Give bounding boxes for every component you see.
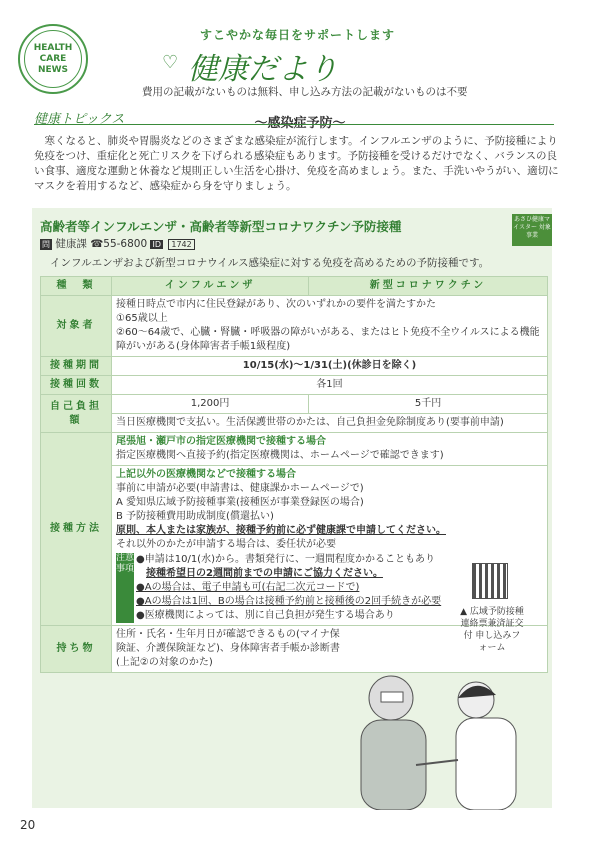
id-value: 1742: [168, 239, 194, 250]
topics-label: 健康トピックス: [34, 112, 125, 127]
fee-note: 費用の記載がないものは無料、申し込み方法の記載がないものは不要: [142, 86, 468, 98]
method-2: 上記以外の医療機関などで接種する場合 事前に申請が必要(申請書は、健康課かホームページで) A 愛知県広域予防接種事業(接種医が事業登録医の場合) B 予防接種費用助成制度(償還払い) 原則、本人または家族が、接種予約前に必ず健康課で申請してください。 それ以外のかたが申請する場合は、委任状が必要 注意事項 ●申請は10/1(水)から。書類発行に、一週間程度かかることもあり 接種希望日の2週間前までの申請にご協力ください。 ●Aの場合は、電子申請も可(右記二次元コードで) ●Aの場合は1回、Bの場合は接種予約前と接種後の2回手続きが必要 ●医療機関によっては、別に自己負担が発生する場合あり: [112, 466, 548, 626]
table-row: [41, 466, 548, 626]
method-1: 尾張旭・瀬戸市の指定医療機関で接種する場合 指定医療機関へ直接予約(指定医療機関は、ホームページで確認できます): [112, 433, 548, 466]
card-title: 高齢者等インフルエンザ・高齢者等新型コロナワクチン予防接種: [40, 219, 402, 234]
col-type: 種 類: [41, 277, 112, 296]
contact-tel: ☎55-6800: [90, 238, 148, 250]
heart-icon: ♡: [162, 52, 179, 73]
qr-caption: ▲ 広域予防接種 連絡票兼済証交付 申し込みフォーム: [460, 607, 524, 653]
method-label: 接種方法: [41, 433, 112, 626]
col-covid: 新型コロナワクチン: [309, 277, 548, 296]
cost-note: 当日医療機関で支払い。生活保護世帯のかたは、自己負担金免除制度あり(要事前申請): [112, 414, 548, 433]
health-meister-badge: あさひ健康マイスター 対象事業: [512, 214, 552, 246]
count-value: 各1回: [112, 376, 548, 395]
table-row: [41, 296, 548, 357]
card-description: インフルエンザおよび新型コロナウイルス感染症に対する免疫を高めるための予防接種です。: [50, 257, 490, 269]
table-row: [41, 433, 548, 466]
caution-tag: 注意事項: [116, 553, 134, 623]
table-row: [41, 357, 548, 376]
table-row: [41, 277, 548, 296]
page-number: 20: [20, 818, 36, 832]
count-label: 接種回数: [41, 376, 112, 395]
table-row: [41, 414, 548, 433]
vaccination-illustration: [346, 670, 546, 810]
target-cell: 接種日時点で市内に住民登録があり、次のいずれかの要件を満たすかた ①65歳以上 ②60〜64歳で、心臓・腎臓・呼吸器の障がいがある、またはヒト免疫不全ウイルスによる機能障がいがある(身体障害者手帳1級程度): [112, 296, 548, 357]
cost-label: 自己負担額: [41, 395, 112, 433]
table-row: [41, 376, 548, 395]
id-label: ID: [152, 240, 162, 249]
intro-text: 寒くなると、肺炎や胃腸炎などのさまざまな感染症が流行します。インフルエンザのように、予防接種により免疫をつけ、重症化と死亡リスクを下げられる感染症もあります。予防接種を受けるだけでなく、バランスの良い食事、適度な運動と休養など規則正しい生活を心掛け、免疫を高めましょう。また、手洗いやうがい、適切にマスクを着用するなど、感染症から身を守りましょう。: [34, 135, 559, 192]
contact-label: 問: [42, 240, 50, 249]
col-flu: インフルエンザ: [112, 277, 309, 296]
contact-dept: 健康課: [55, 238, 87, 250]
tagline: すこやかな毎日をサポートします: [200, 28, 396, 42]
cost-flu: 1,200円: [112, 395, 309, 414]
table-row: [41, 395, 548, 414]
qr-code[interactable]: [472, 563, 508, 599]
cost-covid: 5千円: [309, 395, 548, 414]
contact-info: [40, 236, 197, 251]
period-label: 接種期間: [41, 357, 112, 376]
topic-heading: 〜感染症予防〜: [254, 116, 346, 131]
page-title: 健康だより: [188, 52, 338, 87]
target-label: 対象者: [41, 296, 112, 357]
health-care-news-badge: HEALTH CARE NEWS: [18, 24, 88, 94]
period-value: 10/15(水)〜1/31(土)(休診日を除く): [112, 357, 548, 376]
bring-label: 持ち物: [41, 626, 112, 673]
divider: [34, 124, 554, 125]
bring-value: 住所・氏名・生年月日が確認できるもの(マイナ保険証、介護保険証など)、身体障害者手帳か診断書(上記②の対象のかた): [112, 626, 548, 673]
